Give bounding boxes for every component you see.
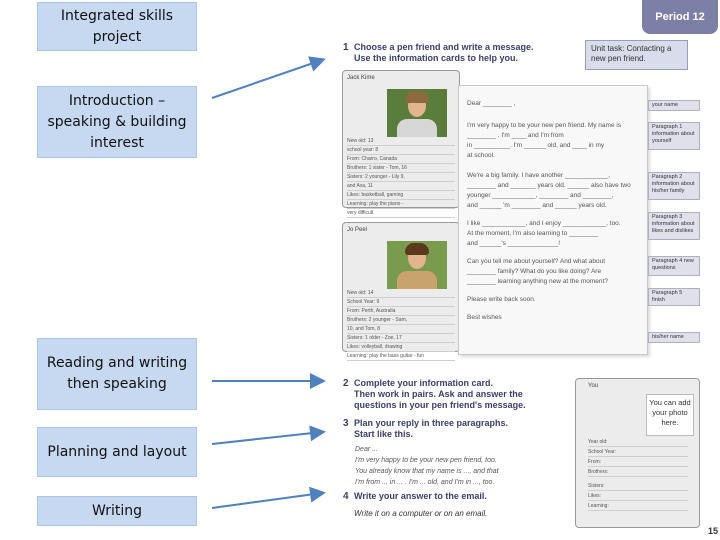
letter-line: and ______ 'm ________ and ______ years old. [467,202,607,209]
reply-line: Learning: [588,503,688,511]
task4-sub: Write it on a computer or on an email. [354,509,488,518]
letter-line: At the moment, I'm also learning to ________ [467,230,598,237]
photo-placeholder: You can add your photo here. [646,394,694,436]
girl-photo [387,241,447,289]
para-label-2: Paragraph 2 information about his/her family [648,172,700,200]
letter-line: I like ____________, and I enjoy ____________, too. [467,220,621,227]
para-label-1: Paragraph 1 information about yourself [648,122,700,150]
card-line: From: Charro, Canada [347,156,455,164]
letter-line: and ______'s ______________! [467,240,561,247]
label-introduction-text: Introduction – speaking & building interest [47,92,187,151]
card-line: Sisters: 1 older - Zoe, 17 [347,335,455,343]
card-line: Learning: play the piano - [347,201,455,209]
task2-line2: Then work in pairs. Ask and answer the [354,389,523,399]
task3-number: 3 [343,418,349,429]
card-name: Jo Peel [347,227,368,233]
reply-line: Brothers: [588,469,688,477]
reply-line: Sisters: [588,483,688,491]
card-line: School Year: 9 [347,299,455,307]
letter-line: ________ . I'm ____ and I'm from [467,132,564,139]
card-line: Brothers: 1 sister - Tom, 16 [347,165,455,173]
boy-photo [387,89,447,137]
textbook-page [330,0,720,540]
label-integrated-skills [37,2,197,51]
letter-line: I'm very happy to be your new pen friend. My name is [467,122,622,129]
label-integrated-text: Integrated skills project [60,7,174,45]
label-introduction [37,86,197,158]
card-line: 10, and Tom, 8 [347,326,455,334]
reply-line: Year old: [588,439,688,447]
card-line: Likes: volleyball, drawing [347,344,455,352]
task3-line1: Plan your reply in three paragraphs. [354,418,509,428]
task3-line2: Start like this. [354,429,414,439]
sample-line: I'm from ... in ... . I'm ... old, and I'm in ..., too. [355,479,495,486]
letter-line: ________ family? What do you like doing? Are [467,268,602,275]
sample-line: Dear ... [355,446,378,453]
para-label-5: Paragraph 5 finish [648,288,700,306]
reply-line: School Year: [588,449,688,457]
card-line: New old: 13 [347,138,455,146]
letter-line: Please write back soon. [467,296,536,303]
para-label-4: Paragraph 4 new questions [648,256,700,276]
pen-friend-letter [458,85,648,355]
task1-line1: Choose a pen friend and write a message. [354,42,534,52]
arrow-planning [212,432,322,444]
letter-line: younger ____________, ________ and ________, [467,192,614,199]
unit-task-box: Unit task: Contacting a new pen friend. [585,40,688,70]
card-line: Likes: basketball, gaming [347,192,455,200]
card-name: Jack Kime [347,75,375,81]
card-line: New old: 14 [347,290,455,298]
card-line: Brothers: 2 younger - Sam, [347,317,455,325]
card-line: Learning: play the bass guitar - fun [347,353,455,361]
reply-card-header: You [588,383,599,389]
letter-line: in __________. I'm ______ old, and ____ in my [467,142,605,149]
card-line: and Ava, 11 [347,183,455,191]
para-label-3: Paragraph 3 information about likes and dislikes [648,212,700,240]
reply-line: Likes: [588,493,688,501]
label-writing-text: Writing [92,502,142,519]
task4-line1: Write your answer to the email. [354,491,487,501]
task1-line2: Use the information cards to help you. [354,53,519,63]
label-writing [37,496,197,526]
period-badge: Period 12 [642,0,718,34]
letter-line: at school. [467,152,495,159]
label-planning [37,427,197,477]
reply-line: From: [588,459,688,467]
letter-line: Can you tell me about yourself? And what about [467,258,606,265]
letter-line: Dear ________ , [467,100,516,107]
sample-line: You already know that my name is ..., and that [355,468,499,475]
sample-line: I'm very happy to be your new pen friend, too. [355,457,497,464]
task1-number: 1 [343,42,349,53]
arrow-writing [212,493,322,508]
task2-line3: questions in your pen friend's message. [354,400,526,410]
letter-line: ________ learning anything new at the moment? [467,278,608,285]
card-line: Sisters: 2 younger - Lily 9, [347,174,455,182]
reply-info-card [575,378,700,528]
label-reading-writing [37,338,197,410]
label-reading-text: Reading and writing then speaking [46,355,188,392]
para-label-your-name: your name [648,100,700,111]
info-card-jack [342,70,460,216]
para-label-his-name: his/her name [648,332,700,343]
card-line: school year: 8 [347,147,455,155]
arrow-introduction [212,60,322,98]
task2-line1: Complete your information card. [354,378,494,388]
letter-line: ________ and _______ years old. ______ also have two [467,182,631,189]
card-line: From: Perth, Australia [347,308,455,316]
letter-line: We're a big family. I have another ____________, [467,172,611,179]
card-line: very difficult [347,210,455,218]
info-card-jo [342,222,460,359]
task2-number: 2 [343,378,349,389]
task4-number: 4 [343,491,349,502]
letter-line: Best wishes [467,314,502,321]
label-planning-text: Planning and layout [47,443,187,460]
page-number: 15 [708,526,719,536]
